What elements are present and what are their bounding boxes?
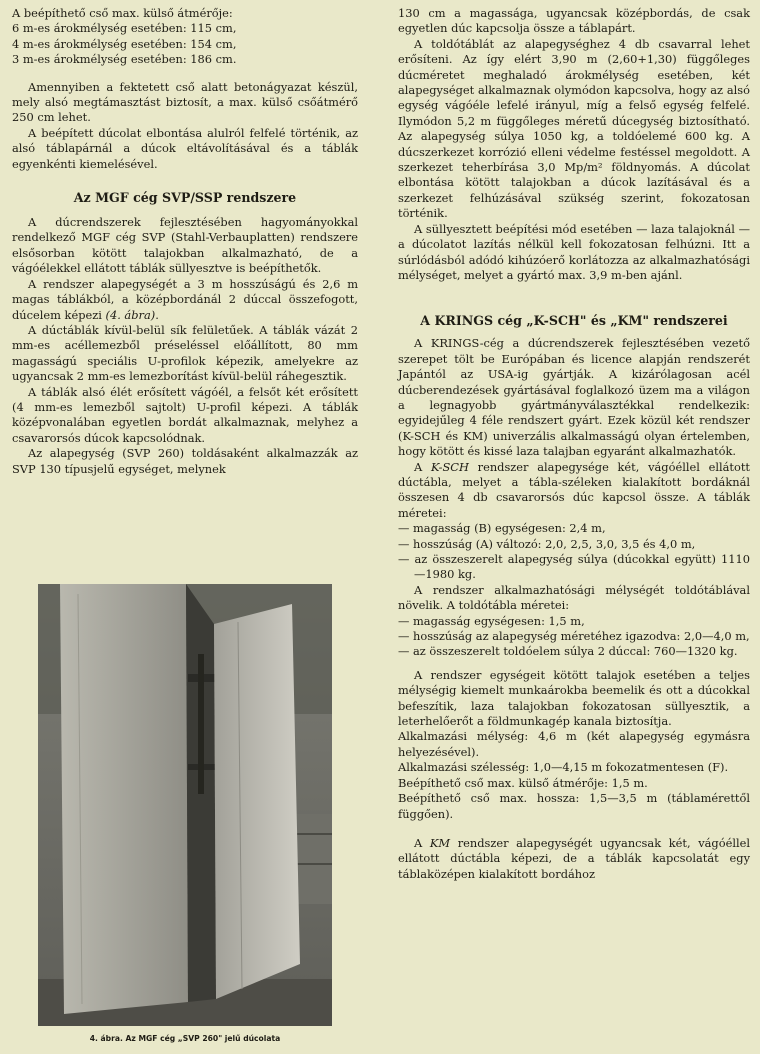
- paragraph-cont-3: A süllyesztett beépítési mód esetében — laza talajoknál — a dúcolatot lazítás nélkül kell fokozatosan felhúzni. Itt a súrlódásból adódó kihúzóerő korlátozza az alkalmazhatósági mélységet, melyet a gyártó max. 3,9 m-ben ajánl.: [398, 221, 750, 282]
- shoring-photo-graphic: [38, 584, 332, 1026]
- paragraph-units: A rendszer egységeit kötött talajok esetében a teljes mélységig kiemelt munkaárokba beemelik és ott a dúcokkal befeszítik, laza talajokban fokozatosan süllyesztik, a leterhelőerőt a földmunkagép kanala biztosítja.: [398, 667, 750, 729]
- ext-dims-item-1: — magasság egységesen: 1,5 m,: [398, 613, 585, 628]
- spec-length: Beépíthető cső max. hossza: 1,5—3,5 m (táblamérettől függően).: [398, 791, 750, 821]
- paragraph-mgf-4: A táblák alsó élét erősített vágóél, a felsőt két erősített (4 mm-es lemezből sajtolt) U-profil képezi. A táblák középvonalában egyetlen bordát alkalmaznak, melyhez a csavarorsós dúcok kapcsolódnak.: [12, 384, 358, 445]
- paragraph-removal: A beépített dúcolat elbontása alulról felfelé történik, az alsó táblapárnál a dúcok eltávolításával és a táblák egyenkénti kiemelésével.: [12, 125, 358, 171]
- intro-title: A beépíthető cső max. külső átmérője:: [12, 6, 233, 20]
- paragraph-concrete: Amennyiben a fektetett cső alatt betonágyazat készül, mely alsó megtámasztást biztosít, a max. külső csőátmérő 250 cm lehet.: [12, 79, 358, 125]
- right-column: [398, 6, 750, 882]
- left-column: [12, 6, 358, 477]
- dims-item-1: — magasság (B) egységesen: 2,4 m,: [398, 521, 606, 536]
- paragraph-extension: A rendszer alkalmazhatósági mélységét toldótáblával növelik. A toldótábla méretei:: [398, 582, 750, 613]
- paragraph-mgf-5: Az alapegység (SVP 260) toldásaként alkalmazzák az SVP 130 típusjelű egységet, melynek: [12, 446, 358, 476]
- spec-diameter: Beépíthető cső max. külső átmérője: 1,5 m.: [398, 775, 648, 790]
- depth-line-2: 4 m-es árokmélység esetében: 154 cm,: [12, 36, 237, 51]
- ext-dims-item-3: — az összeszerelt toldóelem súlya 2 dúccal: 760—1320 kg.: [398, 644, 738, 659]
- dims-item-3: — az összeszerelt alapegység súlya (dúcokkal együtt) 1110—1980 kg.: [398, 552, 750, 582]
- spec-depth: Alkalmazási mélység: 4,6 m (két alapegység egymásra helyezésével).: [398, 729, 750, 759]
- system-name-km: KM: [429, 835, 451, 850]
- paragraph-cont-2: A toldótáblát az alapegységhez 4 db csavarral lehet erősíteni. Az így elért 3,90 m (2,60+1,30) függőleges dúcméretet meghaladó árokmélység esetében, két alapegységet alkalmaznak olymódon kapcsolva, hogy az alsó egység vágóéle lefelé irányul, míg a felső egység felfelé. Ilymódon 5,2 m függőleges méretű dúcegység biztosítható. Az alapegység súlya 1050 kg, a toldóelemé 600 kg. A dúcszerkezet korrózió elleni védelme festéssel megoldott. A szerkezet teherbírása 3,0 Mp/m² földnyomás. A dúcolat elbontása kötött talajokban a dúcok lazításával és a szerkezet felhúzásával szükség szerint, fokozatosan történik.: [398, 36, 750, 221]
- paragraph-ksch-text: rendszer alapegysége két, vágóéllel ellátott dúctábla, melyet a tábla-széleken kialakított bordáknál összesen 4 db csavarorsós dúc kapcsol össze. A táblák méretei:: [398, 459, 750, 520]
- figure-caption: 4. ábra. Az MGF cég „SVP 260" jelű dúcolata: [89, 1034, 281, 1043]
- dims-item-2: — hosszúság (A) változó: 2,0, 2,5, 3,0, 3,5 és 4,0 m,: [398, 536, 696, 551]
- paragraph-ksch-start: A: [414, 459, 431, 474]
- paragraph-mgf-1: A dúcrendszerek fejlesztésében hagyományokkal rendelkező MGF cég SVP (Stahl-Verbauplatten) rendszere elsősorban kötött talajokban alkalmazható, de a vágóélekkel ellátott táblák süllyesztve is beépíthetők.: [12, 215, 358, 276]
- figure-photo: [38, 584, 332, 1026]
- system-name-ksch: K-SCH: [430, 459, 469, 474]
- section-heading-mgf: Az MGF cég SVP/SSP rendszere: [73, 190, 297, 206]
- spec-width: Alkalmazási szélesség: 1,0—4,15 m fokozatmentesen (F).: [398, 760, 729, 775]
- paragraph-mgf-2: [12, 277, 358, 323]
- ext-dims-item-2: — hosszúság az alapegység méretéhez igazodva: 2,0—4,0 m,: [398, 629, 750, 644]
- paragraph-cont-1: 130 cm a magassága, ugyancsak középbordás, de csak egyetlen dúc kapcsolja össze a táblapárt.: [398, 6, 750, 36]
- paragraph-km: [398, 836, 750, 882]
- figure-reference: (4. ábra): [105, 307, 156, 322]
- section-heading-krings: A KRINGS cég „K-SCH" és „KM" rendszerei: [420, 313, 728, 329]
- depth-line-1: 6 m-es árokmélység esetében: 115 cm,: [12, 21, 237, 36]
- paragraph-mgf-3: A dúctáblák kívül-belül sík felületűek. A táblák vázát 2 mm-es acéllemezből préseléssel előállított, 80 mm magasságú speciális U-profilok képezik, amelyekre az ugyancsak 2 mm-es lemezborítást kívül-belül ráhegesztik.: [12, 322, 358, 384]
- paragraph-mgf-2-text: A rendszer alapegységét a 3 m hosszúságú és 2,6 m magas táblákból, a középbordánál 2 dúccal összefogott, dúcelem képezi: [12, 276, 358, 322]
- paragraph-krings-1: A KRINGS-cég a dúcrendszerek fejlesztésében vezető szerepet tölt be Európában és licence alapján rendszerét Japántól az USA-ig gyártják. A kizárólagosan acél dúcberendezések gyártásával foglalkozó üzem ma a világon a legnagyobb gyártmányválasztékkal rendelkezik: egyidejűleg 4 féle rendszert gyárt. Ezek közül két rendszer (K-SCH és KM) univerzális alkalmasságú olyan értelemben, hogy kötött és kissé laza talajban egyaránt alkalmazhatók.: [398, 336, 750, 459]
- paragraph-km-start: A: [414, 835, 430, 850]
- paragraph-km-text: rendszer alapegységét ugyancsak két, vágóéllel ellátott dúctábla képezi, de a táblák kapcsolatát egy táblaközépen kialakított bordához: [398, 835, 750, 881]
- depth-line-3: 3 m-es árokmélység esetében: 186 cm.: [12, 52, 237, 67]
- paragraph-mgf-2-end: .: [155, 307, 159, 322]
- paragraph-ksch: [398, 460, 750, 522]
